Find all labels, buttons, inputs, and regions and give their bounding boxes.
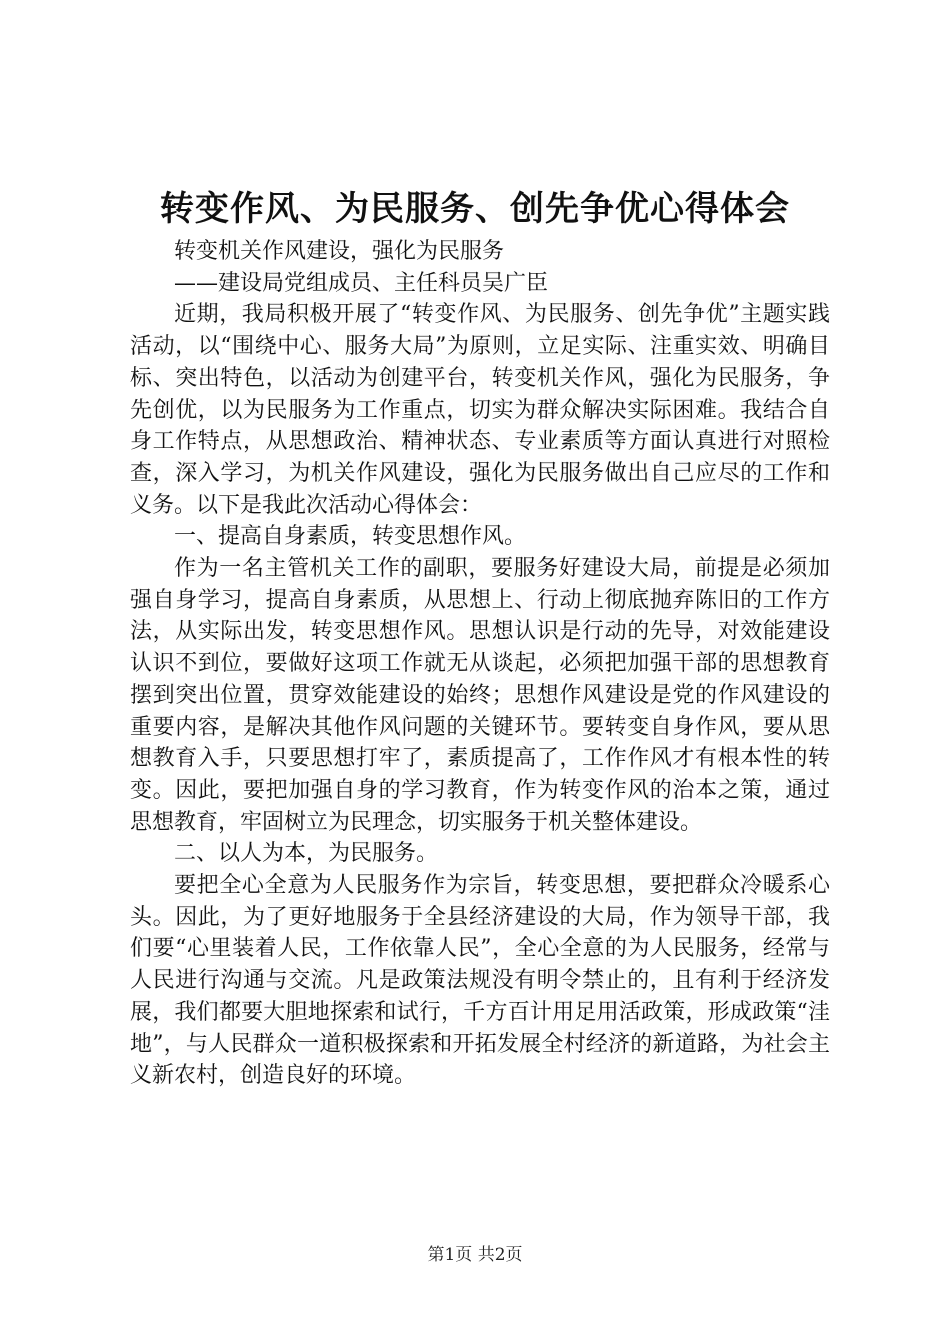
section-1-paragraph: 作为一名主管机关工作的副职，要服务好建设大局，前提是必须加强自身学习，提高自身素质，从思想上、行动上彻底抛弃陈旧的工作方法，从实际出发，转变思想作风。思想认识是行动的先导，对效能建设认识不到位，要做好这项工作就无从谈起，必须把加强干部的思想教育摆到突出位置，贯穿效能建设的始终；思想作风建设是党的作风建设的重要内容，是解决其他作风问题的关键环节。要转变自身作风，要从思想教育入手，只要思想打牢了，素质提高了，工作作风才有根本性的转变。因此，要把加强自身的学习教育，作为转变作风的治本之策，通过思想教育，牢固树立为民理念，切实服务于机关整体建设。 [130, 556, 830, 835]
intro-paragraph: 近期，我局积极开展了“转变作风、为民服务、创先争优”主题实践活动，以“围绕中心、服务大局”为原则，立足实际、注重实效、明确目标、突出特色，以活动为创建平台，转变机关作风，强化为民服务，争先创优，以为民服务为工作重点，切实为群众解决实际困难。我结合自身工作特点，从思想政治、精神状态、专业素质等方面认真进行对照检查，深入学习，为机关作风建设，强化为民服务做出自己应尽的工作和义务。以下是我此次活动心得体会： [130, 302, 830, 518]
page-footer: 第1页 共2页 [427, 1245, 523, 1265]
section-heading-1: 一、提高自身素质，转变思想作风。 [174, 524, 527, 550]
author-line: ——建设局党组成员、主任科员吴广臣 [174, 270, 549, 296]
document-body [130, 236, 830, 1092]
section-2-paragraph: 要把全心全意为人民服务作为宗旨，转变思想，要把群众冷暖系心头。因此，为了更好地服务于全县经济建设的大局，作为领导干部，我们要“心里装着人民，工作依靠人民”，全心全意的为人民服务，经常与人民进行沟通与交流。凡是政策法规没有明令禁止的，且有利于经济发展，我们都要大胆地探索和试行，千方百计用足用活政策，形成政策“洼地”，与人民群众一道积极探索和开拓发展全村经济的新道路，为社会主义新农村，创造良好的环境。 [130, 873, 830, 1089]
subtitle-line: 转变机关作风建设，强化为民服务 [174, 239, 505, 264]
section-heading-2: 二、以人为本，为民服务。 [174, 841, 439, 867]
document-title: 转变作风、为民服务、创先争优心得体会 [160, 189, 790, 229]
